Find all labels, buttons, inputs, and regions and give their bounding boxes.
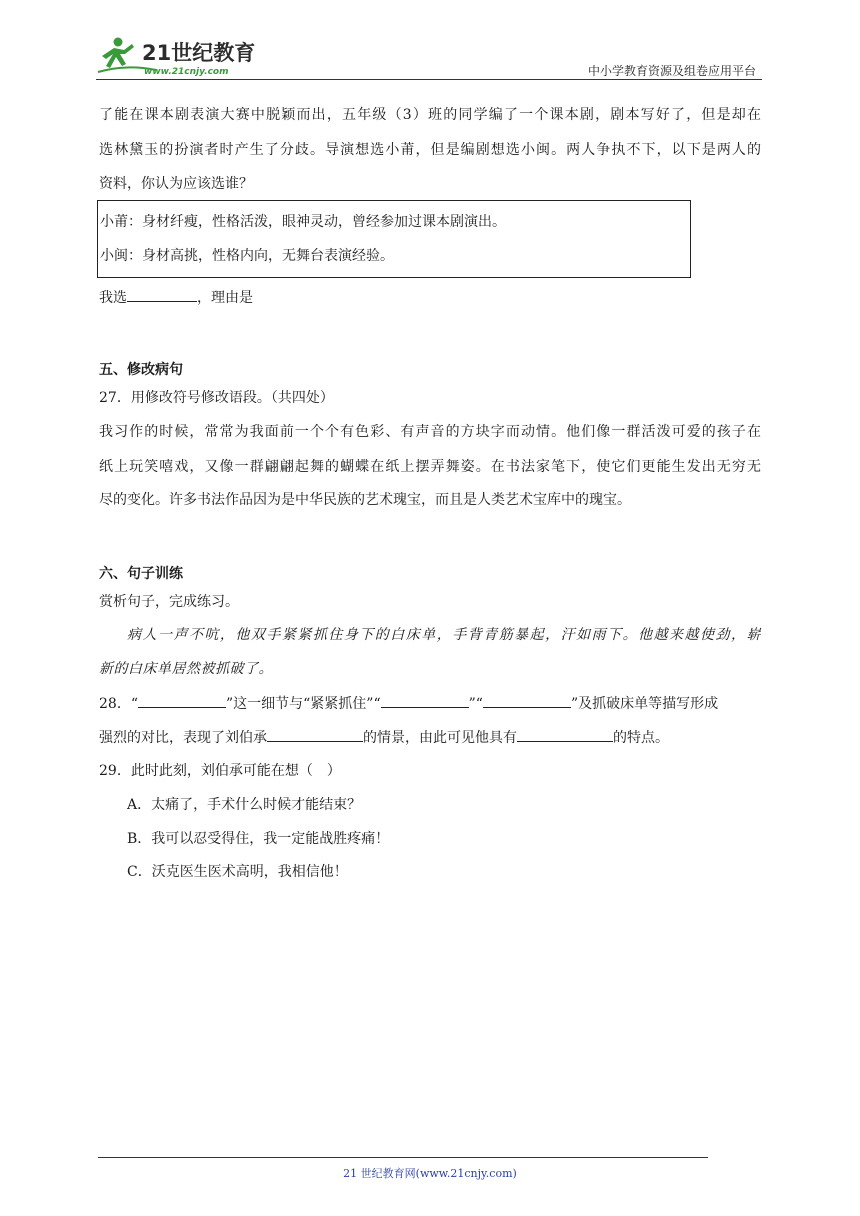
q28-blank-2[interactable]: [381, 693, 469, 708]
question-29: 29．此时此刻，刘伯承可能在想（ ）: [99, 763, 341, 779]
section-6-title: 六、句子训练: [99, 566, 183, 582]
logo-text: 21世纪教育: [142, 41, 256, 65]
q28-blank-3[interactable]: [483, 693, 571, 708]
answer-blank[interactable]: [127, 287, 197, 302]
passage-line-1: 我习作的时候，常常为我面前一个个有色彩、有声音的方块字而动情。他们像一群活泼可爱的孩子在: [99, 424, 761, 440]
passage-line-2: 纸上玩笑嘻戏，又像一群翩翩起舞的蝴蝶在纸上摆弄舞姿。在书法家笔下，使它们更能生发出无穷无: [99, 459, 761, 475]
q28-text-c: ”“: [468, 696, 483, 712]
intro-line-3: 资料，你认为应该选谁？: [99, 176, 253, 192]
passage-line-3: 尽的变化。许多书法作品因为是中华民族的艺术瑰宝，而且是人类艺术宝库中的瑰宝。: [99, 492, 631, 508]
intro-line-2: 选林黛玉的扮演者时产生了分歧。导演想选小莆，但是编剧想选小闽。两人争执不下，以下是两人的: [99, 142, 761, 158]
quote-line-1: 病人一声不吭，他双手紧紧抓住身下的白床单，手背青筋暴起，汗如雨下。他越来越使劲，崭: [127, 627, 761, 643]
option-c[interactable]: C．沃克医生医术高明，我相信他！: [127, 864, 348, 880]
logo-url: www.21cnjy.com: [144, 67, 229, 77]
header-divider: [96, 79, 762, 80]
section-6-instruction: 赏析句子，完成练习。: [99, 594, 239, 610]
q28-text-f: 的情景，由此可见他具有: [363, 730, 517, 746]
q28-text-d: ”及抓破床单等描写形成: [570, 696, 719, 712]
q28-text-g: 的特点。: [613, 730, 669, 746]
q28-blank-5[interactable]: [517, 727, 613, 742]
q28-blank-4[interactable]: [267, 727, 363, 742]
q28-text-b: ”这一细节与“紧紧抓住”“: [225, 696, 381, 712]
question-28-line-1: [99, 693, 761, 714]
info-row-2: 小闽：身材高挑，性格内向，无舞台表演经验。: [100, 248, 394, 264]
option-a[interactable]: A．太痛了，手术什么时候才能结束？: [127, 797, 362, 813]
q28-blank-1[interactable]: [138, 693, 226, 708]
option-b[interactable]: B．我可以忍受得住，我一定能战胜疼痛！: [127, 831, 390, 847]
footer-link[interactable]: 21 世纪教育网(www.21cnjy.com): [343, 1167, 517, 1180]
section-5-title: 五、修改病句: [99, 362, 183, 378]
question-27: 27．用修改符号修改语段。（共四处）: [99, 390, 334, 406]
intro-line-1: 了能在课本剧表演大赛中脱颖而出，五年级（3）班的同学编了一个课本剧，剧本写好了，但是却在: [99, 107, 761, 123]
quote-line-2: 新的白床单居然被抓破了。: [99, 661, 273, 677]
answer-prefix: 我选: [99, 290, 127, 306]
answer-suffix: ，理由是: [197, 290, 253, 306]
info-row-1: 小莆：身材纤瘦，性格活泼，眼神灵动，曾经参加过课本剧演出。: [100, 214, 506, 230]
q28-text-e: 强烈的对比，表现了刘伯承: [99, 730, 267, 746]
footer-divider: [98, 1157, 708, 1158]
platform-name: 中小学教育资源及组卷应用平台: [587, 64, 756, 78]
question-28-line-2: [99, 727, 669, 748]
site-logo: [96, 34, 266, 80]
q28-text-a: 28．“: [99, 696, 138, 712]
answer-line: [99, 287, 253, 308]
